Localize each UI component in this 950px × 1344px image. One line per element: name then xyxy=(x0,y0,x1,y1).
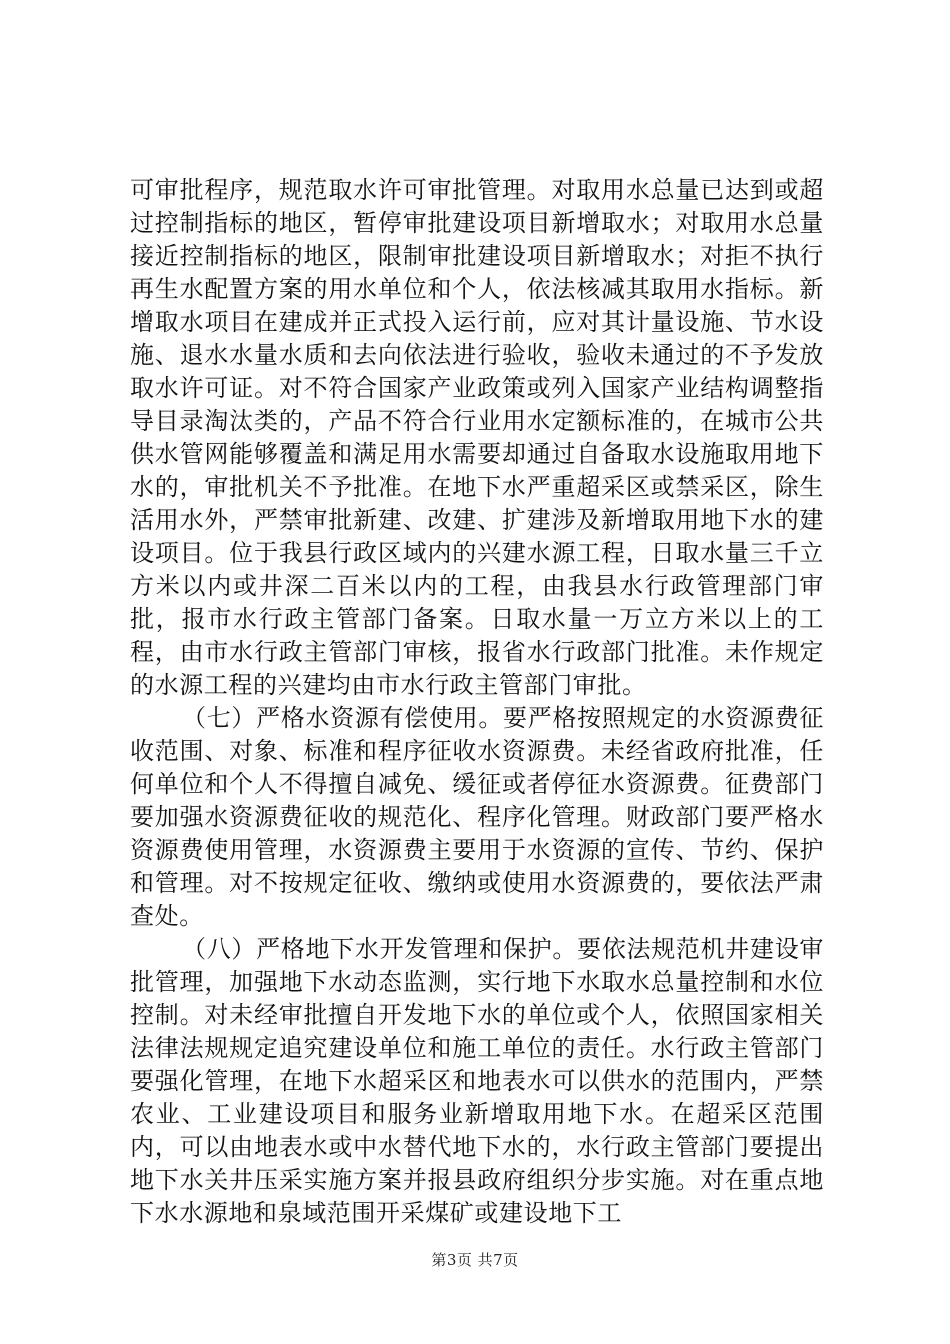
page-number: 第3页 共7页 xyxy=(431,1251,519,1269)
paragraph-section-8: （八）严格地下水开发管理和保护。要依法规范机井建设审批管理，加强地下水动态监测，实行地下水取水总量控制和水位控制。对未经审批擅自开发地下水的单位或个人，依照国家相关法律法规规定追究建设单位和施工单位的责任。水行政主管部门要强化管理，在地下水超采区和地表水可以供水的范围内，严禁农业、工业建设项目和服务业新增取用地下水。在超采区范围内，可以由地表水或中水替代地下水的，水行政主管部门要提出地下水关井压采实施方案并报县政府组织分步实施。对在重点地下水水源地和泉域范围开采煤矿或建设地下工 xyxy=(130,935,824,1227)
document-body xyxy=(130,174,824,1230)
paragraph-section-7: （七）严格水资源有偿使用。要严格按照规定的水资源费征收范围、对象、标准和程序征收水资源费。未经省政府批准，任何单位和个人不得擅自减免、缓征或者停征水资源费。征费部门要加强水资源费征收的规范化、程序化管理。财政部门要严格水资源费使用管理，水资源费主要用于水资源的宣传、节约、保护和管理。对不按规定征收、缴纳或使用水资源费的，要依法严肃查处。 xyxy=(130,704,824,930)
paragraph-continuation: 可审批程序，规范取水许可审批管理。对取用水总量已达到或超过控制指标的地区，暂停审批建设项目新增取水；对取用水总量接近控制指标的地区，限制审批建设项目新增取水；对拒不执行再生水配置方案的用水单位和个人，依法核减其取用水指标。新增取水项目在建成并正式投入运行前，应对其计量设施、节水设施、退水水量水质和去向依法进行验收，验收未通过的不予发放取水许可证。对不符合国家产业政策或列入国家产业结构调整指导目录淘汰类的，产品不符合行业用水定额标准的，在城市公共供水管网能够覆盖和满足用水需要却通过自备取水设施取用地下水的，审批机关不予批准。在地下水严重超采区或禁采区，除生活用水外，严禁审批新建、改建、扩建涉及新增取用地下水的建设项目。位于我县行政区域内的兴建水源工程，日取水量三千立方米以内或井深二百米以内的工程，由我县水行政管理部门审批，报市水行政主管部门备案。日取水量一万立方米以上的工程，由市水行政主管部门审核，报省水行政部门批准。未作规定的水源工程的兴建均由市水行政主管部门审批。 xyxy=(130,176,824,699)
page-footer xyxy=(0,1249,950,1270)
